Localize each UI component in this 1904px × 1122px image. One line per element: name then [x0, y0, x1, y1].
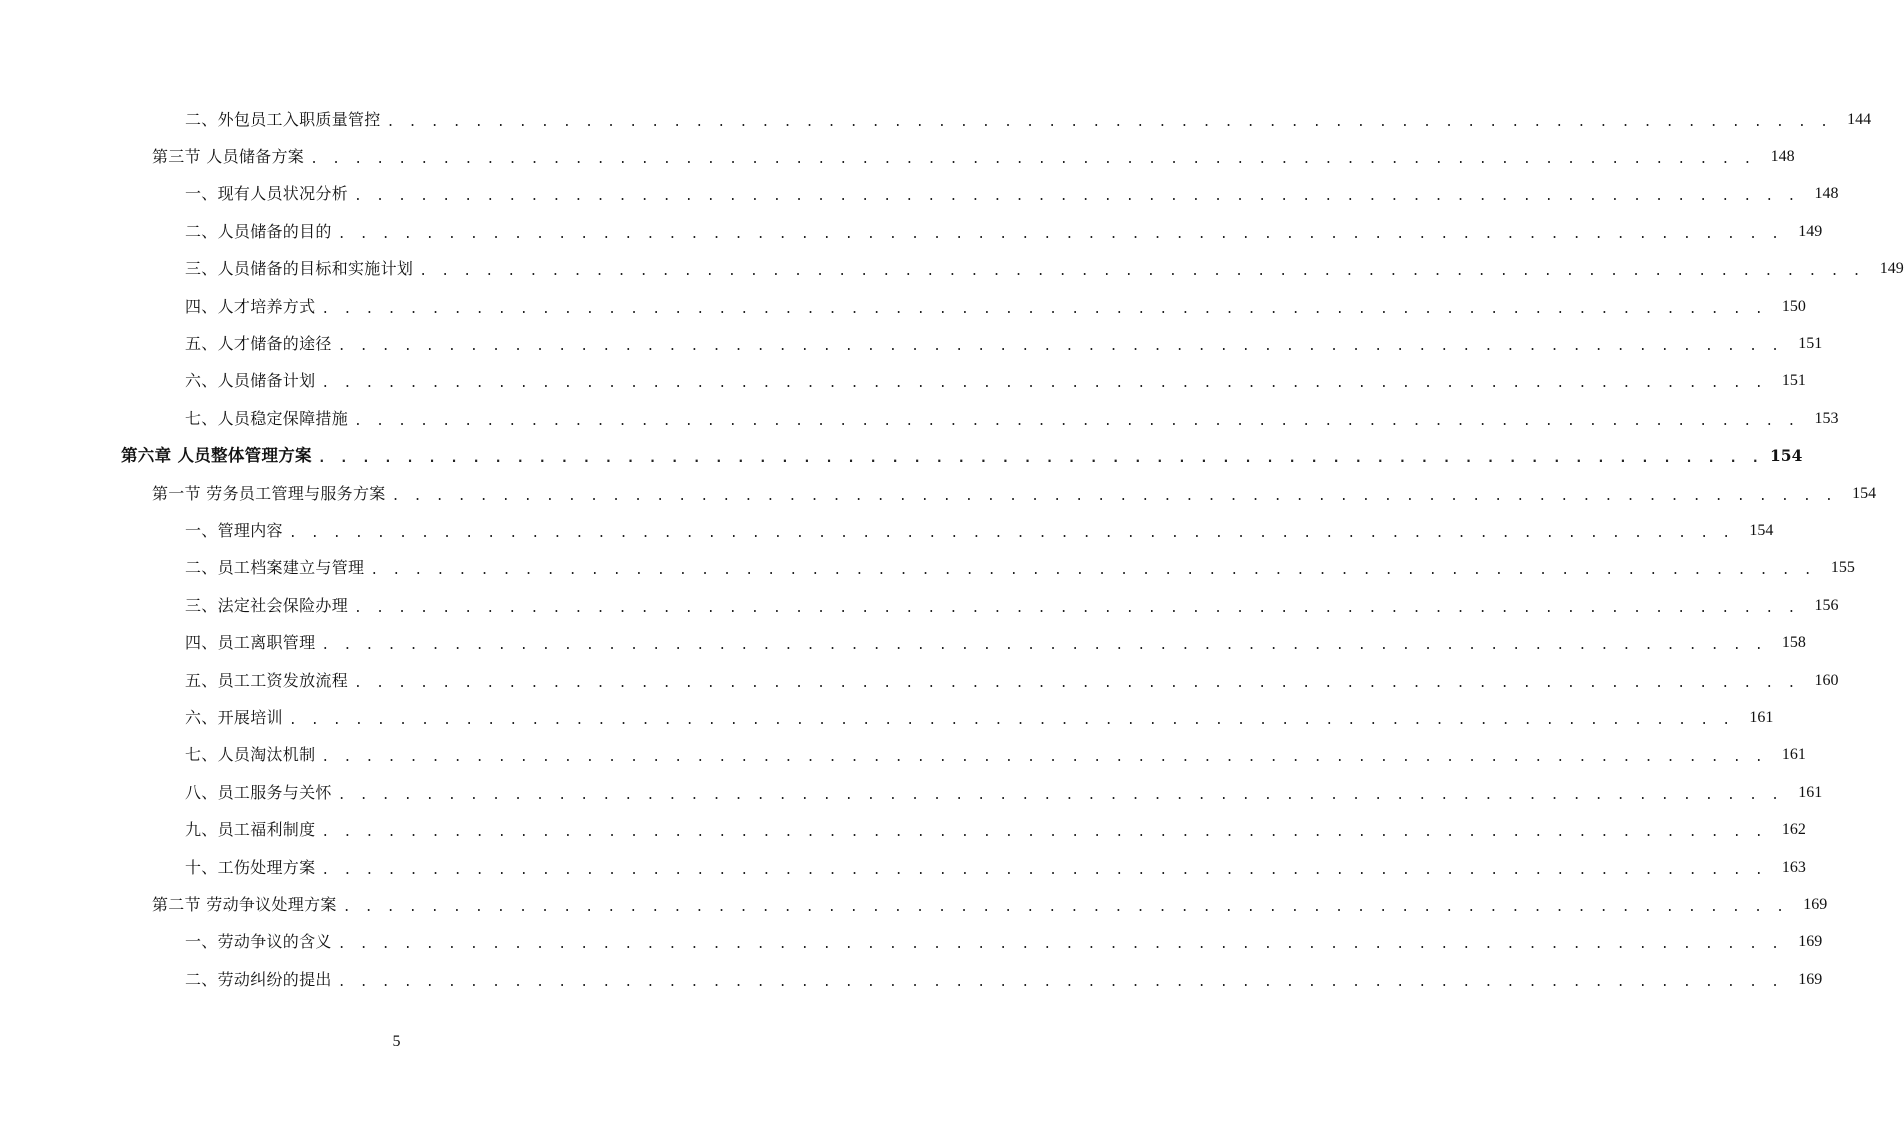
toc-dot-leader: . . . . . . . . . . . . . . . . . . . . . . . . . . . . . . . . . . . . . . . . . . . . . . . . . . . . . . . . . . . . . . . . . . — [337, 226, 1783, 242]
toc-entry-item[interactable] — [0, 363, 1806, 400]
toc-entry-title: 二、外包员工入职质量管控 — [185, 109, 381, 129]
toc-dot-leader: . . . . . . . . . . . . . . . . . . . . . . . . . . . . . . . . . . . . . . . . . . . . . . . . . . . . . . . . . . . . . . . . . . — [419, 264, 1864, 280]
toc-entry-item[interactable] — [0, 176, 1839, 213]
toc-entry-title: 三、法定社会保险办理 — [185, 595, 349, 615]
toc-entry-title: 一、管理内容 — [185, 520, 283, 540]
toc-entry-title: 五、员工工资发放流程 — [185, 670, 349, 690]
toc-dot-leader: . . . . . . . . . . . . . . . . . . . . . . . . . . . . . . . . . . . . . . . . . . . . . . . . . . . . . . . . . . . . . . . . . . — [386, 114, 1832, 130]
toc-dot-leader: . . . . . . . . . . . . . . . . . . . . . . . . . . . . . . . . . . . . . . . . . . . . . . . . . . . . . . . . . . . . . . . . . . — [288, 525, 1734, 541]
toc-entry-title: 七、人员稳定保障措施 — [185, 408, 349, 428]
toc-entry-title: 一、现有人员状况分析 — [185, 184, 349, 204]
toc-entry-page: 144 — [1847, 110, 1872, 128]
toc-entry-item[interactable] — [0, 924, 1823, 961]
toc-dot-leader: . . . . . . . . . . . . . . . . . . . . . . . . . . . . . . . . . . . . . . . . . . . . . . . . . . . . . . . . . . . . . . . . . . — [321, 750, 1766, 766]
toc-dot-leader: . . . . . . . . . . . . . . . . . . . . . . . . . . . . . . . . . . . . . . . . . . . . . . . . . . . . . . . . . . . . . . . . . . — [337, 937, 1783, 953]
toc-entry-item[interactable] — [0, 737, 1806, 774]
toc-entry-page: 156 — [1814, 596, 1839, 614]
toc-entry-title: 十、工伤处理方案 — [185, 857, 316, 877]
toc-entry-title: 八、员工服务与关怀 — [185, 782, 332, 802]
toc-entry-page: 154 — [1770, 446, 1803, 466]
toc-entry-page: 169 — [1798, 933, 1823, 951]
toc-entry-title: 第三节 人员储备方案 — [152, 147, 305, 167]
toc-dot-leader: . . . . . . . . . . . . . . . . . . . . . . . . . . . . . . . . . . . . . . . . . . . . . . . . . . . . . . . . . . . . . . . . . . — [370, 563, 1815, 579]
toc-entry-title: 四、人才培养方式 — [185, 296, 316, 316]
toc-entry-section[interactable] — [0, 475, 1877, 512]
toc-entry-page: 148 — [1814, 185, 1839, 203]
toc-entry-item[interactable] — [0, 624, 1806, 661]
toc-entry-item[interactable] — [0, 699, 1774, 736]
toc-entry-title: 第一节 劳务员工管理与服务方案 — [152, 483, 386, 503]
toc-dot-leader: . . . . . . . . . . . . . . . . . . . . . . . . . . . . . . . . . . . . . . . . . . . . . . . . . . . . . . . . . . . . . . . . . . — [354, 600, 1799, 616]
toc-dot-leader: . . . . . . . . . . . . . . . . . . . . . . . . . . . . . . . . . . . . . . . . . . . . . . . . . . . . . . . . . . . . . . . . . . — [354, 675, 1799, 691]
toc-entry-item[interactable] — [0, 400, 1839, 437]
toc-dot-leader: . . . . . . . . . . . . . . . . . . . . . . . . . . . . . . . . . . . . . . . . . . . . . . . . . . . . . . . . . . . . . . . . . . — [337, 974, 1783, 990]
toc-entry-item[interactable] — [0, 811, 1806, 848]
toc-entry-page: 169 — [1798, 970, 1823, 988]
toc-entry-title: 第六章 人员整体管理方案 — [121, 446, 312, 466]
toc-entry-title: 五、人才储备的途径 — [185, 334, 332, 354]
toc-entry-item[interactable] — [0, 849, 1806, 886]
toc-entry-title: 二、人员储备的目的 — [185, 221, 332, 241]
toc-entry-title: 四、员工离职管理 — [185, 633, 316, 653]
toc-dot-leader: . . . . . . . . . . . . . . . . . . . . . . . . . . . . . . . . . . . . . . . . . . . . . . . . . . . . . . . . . . . . . . . . . . — [321, 862, 1766, 878]
toc-entry-item[interactable] — [0, 288, 1806, 325]
toc-dot-leader: . . . . . . . . . . . . . . . . . . . . . . . . . . . . . . . . . . . . . . . . . . . . . . . . . . . . . . . . . . . . . . . . . . — [391, 488, 1837, 504]
toc-entry-item[interactable] — [0, 587, 1839, 624]
toc-dot-leader: . . . . . . . . . . . . . . . . . . . . . . . . . . . . . . . . . . . . . . . . . . . . . . . . . . . . . . . . . . . . . . . . . . — [321, 301, 1766, 317]
toc-entry-chapter[interactable] — [0, 438, 1803, 475]
toc-entry-page: 155 — [1830, 559, 1855, 577]
toc-dot-leader: . . . . . . . . . . . . . . . . . . . . . . . . . . . . . . . . . . . . . . . . . . . . . . . . . . . . . . . . . . . . . . . . . . — [321, 376, 1766, 392]
toc-entry-page: 151 — [1798, 335, 1823, 353]
toc-dot-leader: . . . . . . . . . . . . . . . . . . . . . . . . . . . . . . . . . . . . . . . . . . . . . . . . . . . . . . . . . . . . . . . . . . — [321, 825, 1766, 841]
toc-dot-leader: . . . . . . . . . . . . . . . . . . . . . . . . . . . . . . . . . . . . . . . . . . . . . . . . . . . . . . . . . . . . . . . . . . — [342, 899, 1788, 915]
toc-entry-item[interactable] — [0, 550, 1855, 587]
toc-entry-page: 148 — [1770, 148, 1795, 166]
toc-entry-page: 150 — [1781, 297, 1806, 315]
toc-dot-leader: . . . . . . . . . . . . . . . . . . . . . . . . . . . . . . . . . . . . . . . . . . . . . . . . . . . . . . . . . . . . . . . . . . — [310, 152, 1755, 168]
toc-entry-item[interactable] — [0, 213, 1823, 250]
page-number: 5 — [392, 1033, 401, 1050]
toc-dot-leader: . . . . . . . . . . . . . . . . . . . . . . . . . . . . . . . . . . . . . . . . . . . . . . . . . . . . . . . . . . . . . . . . . . — [317, 451, 1763, 467]
toc-entry-page: 149 — [1798, 222, 1823, 240]
toc-entry-title: 六、开展培训 — [185, 707, 283, 727]
toc-entry-page: 158 — [1781, 634, 1806, 652]
toc-entry-section[interactable] — [0, 886, 1828, 923]
toc-entry-item[interactable] — [0, 251, 1904, 288]
toc-entry-page: 162 — [1781, 821, 1806, 839]
toc-entry-title: 二、劳动纠纷的提出 — [185, 969, 332, 989]
toc-entry-page: 161 — [1798, 783, 1823, 801]
toc-entry-page: 163 — [1781, 858, 1806, 876]
toc-entry-title: 一、劳动争议的含义 — [185, 932, 332, 952]
toc-entry-page: 151 — [1781, 372, 1806, 390]
toc-entry-title: 第二节 劳动争议处理方案 — [152, 894, 337, 914]
toc-entry-item[interactable] — [0, 512, 1774, 549]
toc-entry-title: 二、员工档案建立与管理 — [185, 558, 365, 578]
toc-entry-item[interactable] — [0, 662, 1839, 699]
toc-dot-leader: . . . . . . . . . . . . . . . . . . . . . . . . . . . . . . . . . . . . . . . . . . . . . . . . . . . . . . . . . . . . . . . . . . — [354, 413, 1799, 429]
toc-entry-item[interactable] — [0, 101, 1872, 138]
toc-dot-leader: . . . . . . . . . . . . . . . . . . . . . . . . . . . . . . . . . . . . . . . . . . . . . . . . . . . . . . . . . . . . . . . . . . — [321, 638, 1766, 654]
table-of-contents — [0, 101, 1904, 998]
toc-dot-leader: . . . . . . . . . . . . . . . . . . . . . . . . . . . . . . . . . . . . . . . . . . . . . . . . . . . . . . . . . . . . . . . . . . — [337, 339, 1783, 355]
toc-entry-page: 154 — [1852, 484, 1877, 502]
toc-entry-page: 161 — [1749, 708, 1774, 726]
toc-entry-page: 153 — [1814, 409, 1839, 427]
toc-entry-item[interactable] — [0, 774, 1823, 811]
toc-entry-page: 149 — [1879, 260, 1904, 278]
toc-dot-leader: . . . . . . . . . . . . . . . . . . . . . . . . . . . . . . . . . . . . . . . . . . . . . . . . . . . . . . . . . . . . . . . . . . — [288, 712, 1734, 728]
toc-entry-page: 160 — [1814, 671, 1839, 689]
toc-entry-page: 169 — [1803, 895, 1828, 913]
toc-entry-title: 六、人员储备计划 — [185, 371, 316, 391]
toc-dot-leader: . . . . . . . . . . . . . . . . . . . . . . . . . . . . . . . . . . . . . . . . . . . . . . . . . . . . . . . . . . . . . . . . . . — [354, 189, 1799, 205]
toc-entry-title: 九、员工福利制度 — [185, 820, 316, 840]
toc-entry-title: 七、人员淘汰机制 — [185, 745, 316, 765]
toc-entry-item[interactable] — [0, 325, 1823, 362]
toc-entry-page: 154 — [1749, 521, 1774, 539]
toc-entry-item[interactable] — [0, 961, 1823, 998]
toc-entry-page: 161 — [1781, 746, 1806, 764]
toc-entry-section[interactable] — [0, 138, 1795, 175]
toc-entry-title: 三、人员储备的目标和实施计划 — [185, 259, 414, 279]
toc-dot-leader: . . . . . . . . . . . . . . . . . . . . . . . . . . . . . . . . . . . . . . . . . . . . . . . . . . . . . . . . . . . . . . . . . . — [337, 787, 1783, 803]
